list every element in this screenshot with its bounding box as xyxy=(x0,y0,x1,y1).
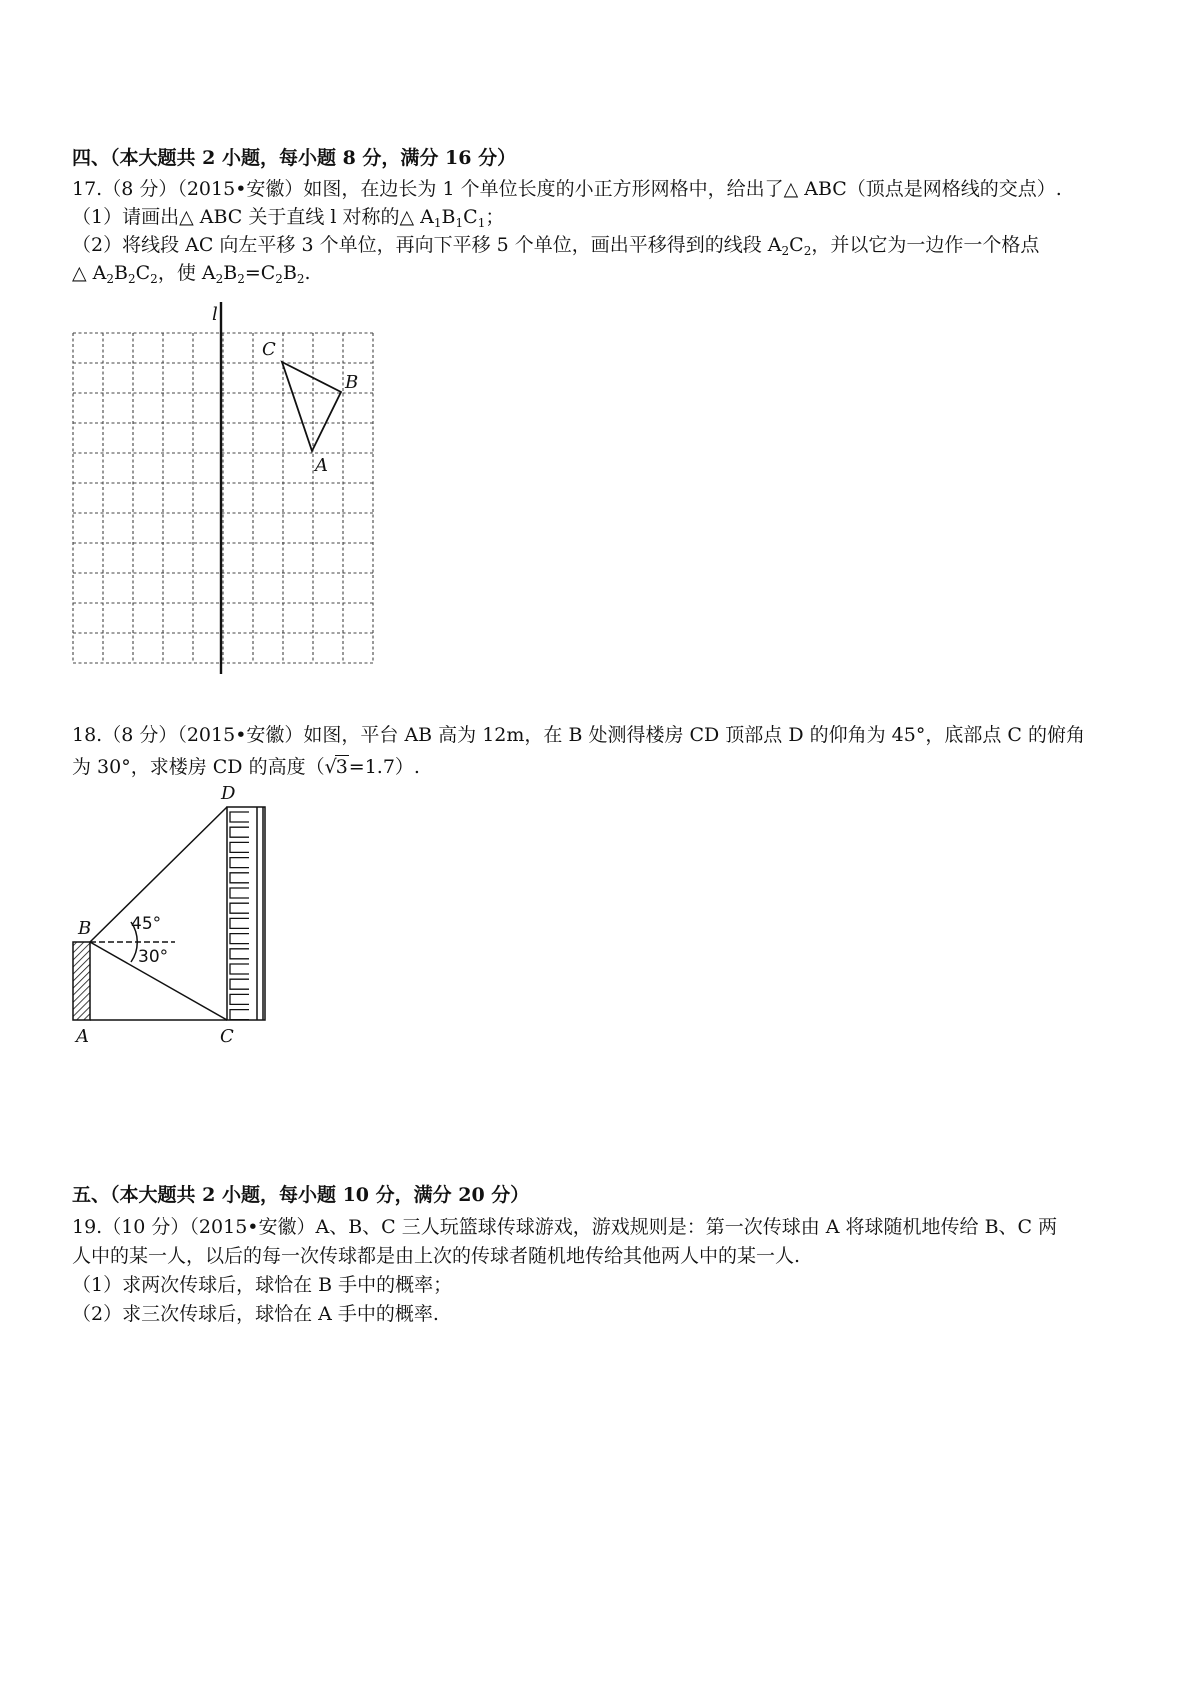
building-windows xyxy=(230,812,249,1020)
point-c-label: C xyxy=(220,1026,234,1047)
building-window xyxy=(230,827,249,837)
point-b-label: B xyxy=(78,918,92,939)
question-19-part-1: （1）求两次传球后，球恰在 B 手中的概率； xyxy=(72,1274,453,1296)
question-17-part-2-line-1: （2）将线段 AC 向左平移 3 个单位，再向下平移 5 个单位，画出平移得到的线段 $A_2C_2$，并以它为一边作一个格点 xyxy=(72,234,1040,258)
symmetry-line-label: l xyxy=(212,304,218,325)
building-window xyxy=(230,994,249,1004)
question-19-part-2: （2）求三次传球后，球恰在 A 手中的概率. xyxy=(72,1303,439,1325)
question-18-line-2: 为 30°，求楼房 CD 的高度（√3=1.7）. xyxy=(72,753,420,781)
vertex-c-label: C xyxy=(262,339,276,360)
question-17-part-2-line-2: △ $A_2B_2C_2$，使 $A_2B_2=C_2B_2$. xyxy=(72,262,311,286)
question-18-line-1: 18.（8 分）（2015•安徽）如图，平台 AB 高为 12m，在 B 处测得楼房 CD 顶部点 D 的仰角为 45°，底部点 C 的俯角 xyxy=(72,724,1085,746)
angle-45-label: 45° xyxy=(131,914,162,934)
vertex-b-label: B xyxy=(345,372,359,393)
building-window xyxy=(230,812,249,822)
building-window xyxy=(230,842,249,852)
building-window xyxy=(230,949,249,959)
section-5-header: 五、（本大题共 2 小题，每小题 10 分，满分 20 分） xyxy=(72,1184,530,1206)
point-a-label: A xyxy=(76,1026,89,1047)
building-window xyxy=(230,888,249,898)
building-window xyxy=(230,873,249,883)
building-window xyxy=(230,858,249,868)
building-window xyxy=(230,934,249,944)
question-19-line-1: 19.（10 分）（2015•安徽）A、B、C 三人玩篮球传球游戏，游戏规则是：第一次传球由 A 将球随机地传给 B、C 两 xyxy=(72,1216,1058,1238)
platform-ab xyxy=(73,942,90,1020)
building-window xyxy=(230,979,249,989)
question-17-stem: 17.（8 分）（2015•安徽）如图，在边长为 1 个单位长度的小正方形网格中，给出了△ ABC（顶点是网格线的交点）. xyxy=(72,178,1062,200)
vertex-a-label: A xyxy=(315,455,328,476)
question-19-line-2: 人中的某一人，以后的每一次传球都是由上次的传球者随机地传给其他两人中的某一人. xyxy=(72,1245,801,1267)
sqrt-expression: √3 xyxy=(324,756,348,778)
section-4-header: 四、（本大题共 2 小题，每小题 8 分，满分 16 分） xyxy=(72,147,517,169)
angle-30-label: 30° xyxy=(138,947,169,967)
question-17-part-1: （1）请画出△ ABC 关于直线 l 对称的△ $A_1B_1C_1$； xyxy=(72,206,505,230)
point-d-label: D xyxy=(221,783,236,804)
building-window xyxy=(230,903,249,913)
building-window xyxy=(230,964,249,974)
building-window xyxy=(230,1010,249,1020)
building-window xyxy=(230,918,249,928)
